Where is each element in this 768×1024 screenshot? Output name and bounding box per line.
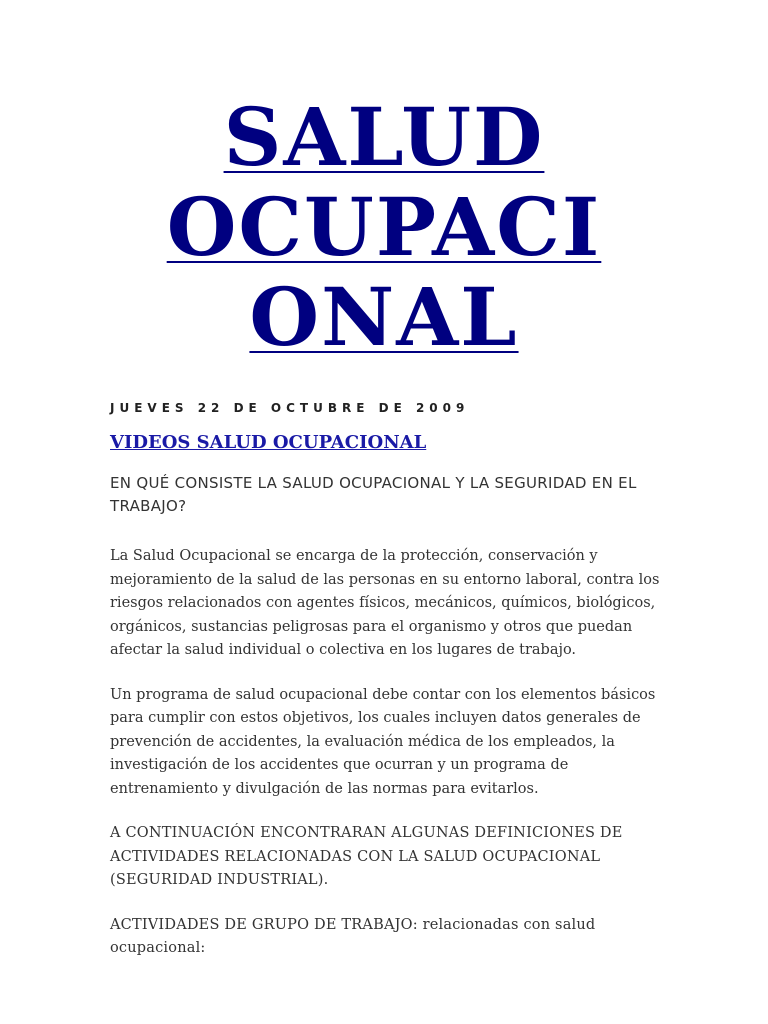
blog-title[interactable]	[0, 92, 768, 362]
paragraph-definitions-intro: A CONTINUACIÓN ENCONTRARAN ALGUNAS DEFINICIONES DE ACTIVIDADES RELACIONADAS CON LA SALUD OCUPACIONAL (SEGURIDAD INDUSTRIAL).	[110, 825, 623, 888]
post-date-header: JUEVES 22 DE OCTUBRE DE 2009	[110, 401, 470, 415]
blog-title-line-2[interactable]: OCUPACI	[166, 180, 602, 274]
paragraph-program: Un programa de salud ocupacional debe contar con los elementos básicos para cumplir con estos objetivos, los cuales incluyen datos generales de prevención de accidentes, la evaluación médica de los empleados, la investigación de los accidentes que ocurran y un programa de entrenamiento y divulgación de las normas para evitarlos.	[110, 686, 656, 797]
post-heading: EN QUÉ CONSISTE LA SALUD OCUPACIONAL Y LA SEGURIDAD EN EL TRABAJO?	[110, 474, 637, 515]
paragraph-group-activities: ACTIVIDADES DE GRUPO DE TRABAJO: relacionadas con salud ocupacional:	[110, 916, 596, 956]
blog-title-line-1[interactable]: SALUD	[223, 90, 545, 184]
post-title-link[interactable]: VIDEOS SALUD OCUPACIONAL	[110, 432, 427, 453]
paragraph-definition: La Salud Ocupacional se encarga de la protección, conservación y mejoramiento de la salud de las personas en su entorno laboral, contra los riesgos relacionados con agentes físicos, mecánicos, químicos, biológicos, orgánicos, sustancias peligrosas para el organismo y otros que puedan afectar la salud individual o colectiva en los lugares de trabajo.	[110, 548, 660, 658]
post-body	[110, 472, 662, 982]
blog-title-line-3[interactable]: ONAL	[249, 270, 519, 364]
